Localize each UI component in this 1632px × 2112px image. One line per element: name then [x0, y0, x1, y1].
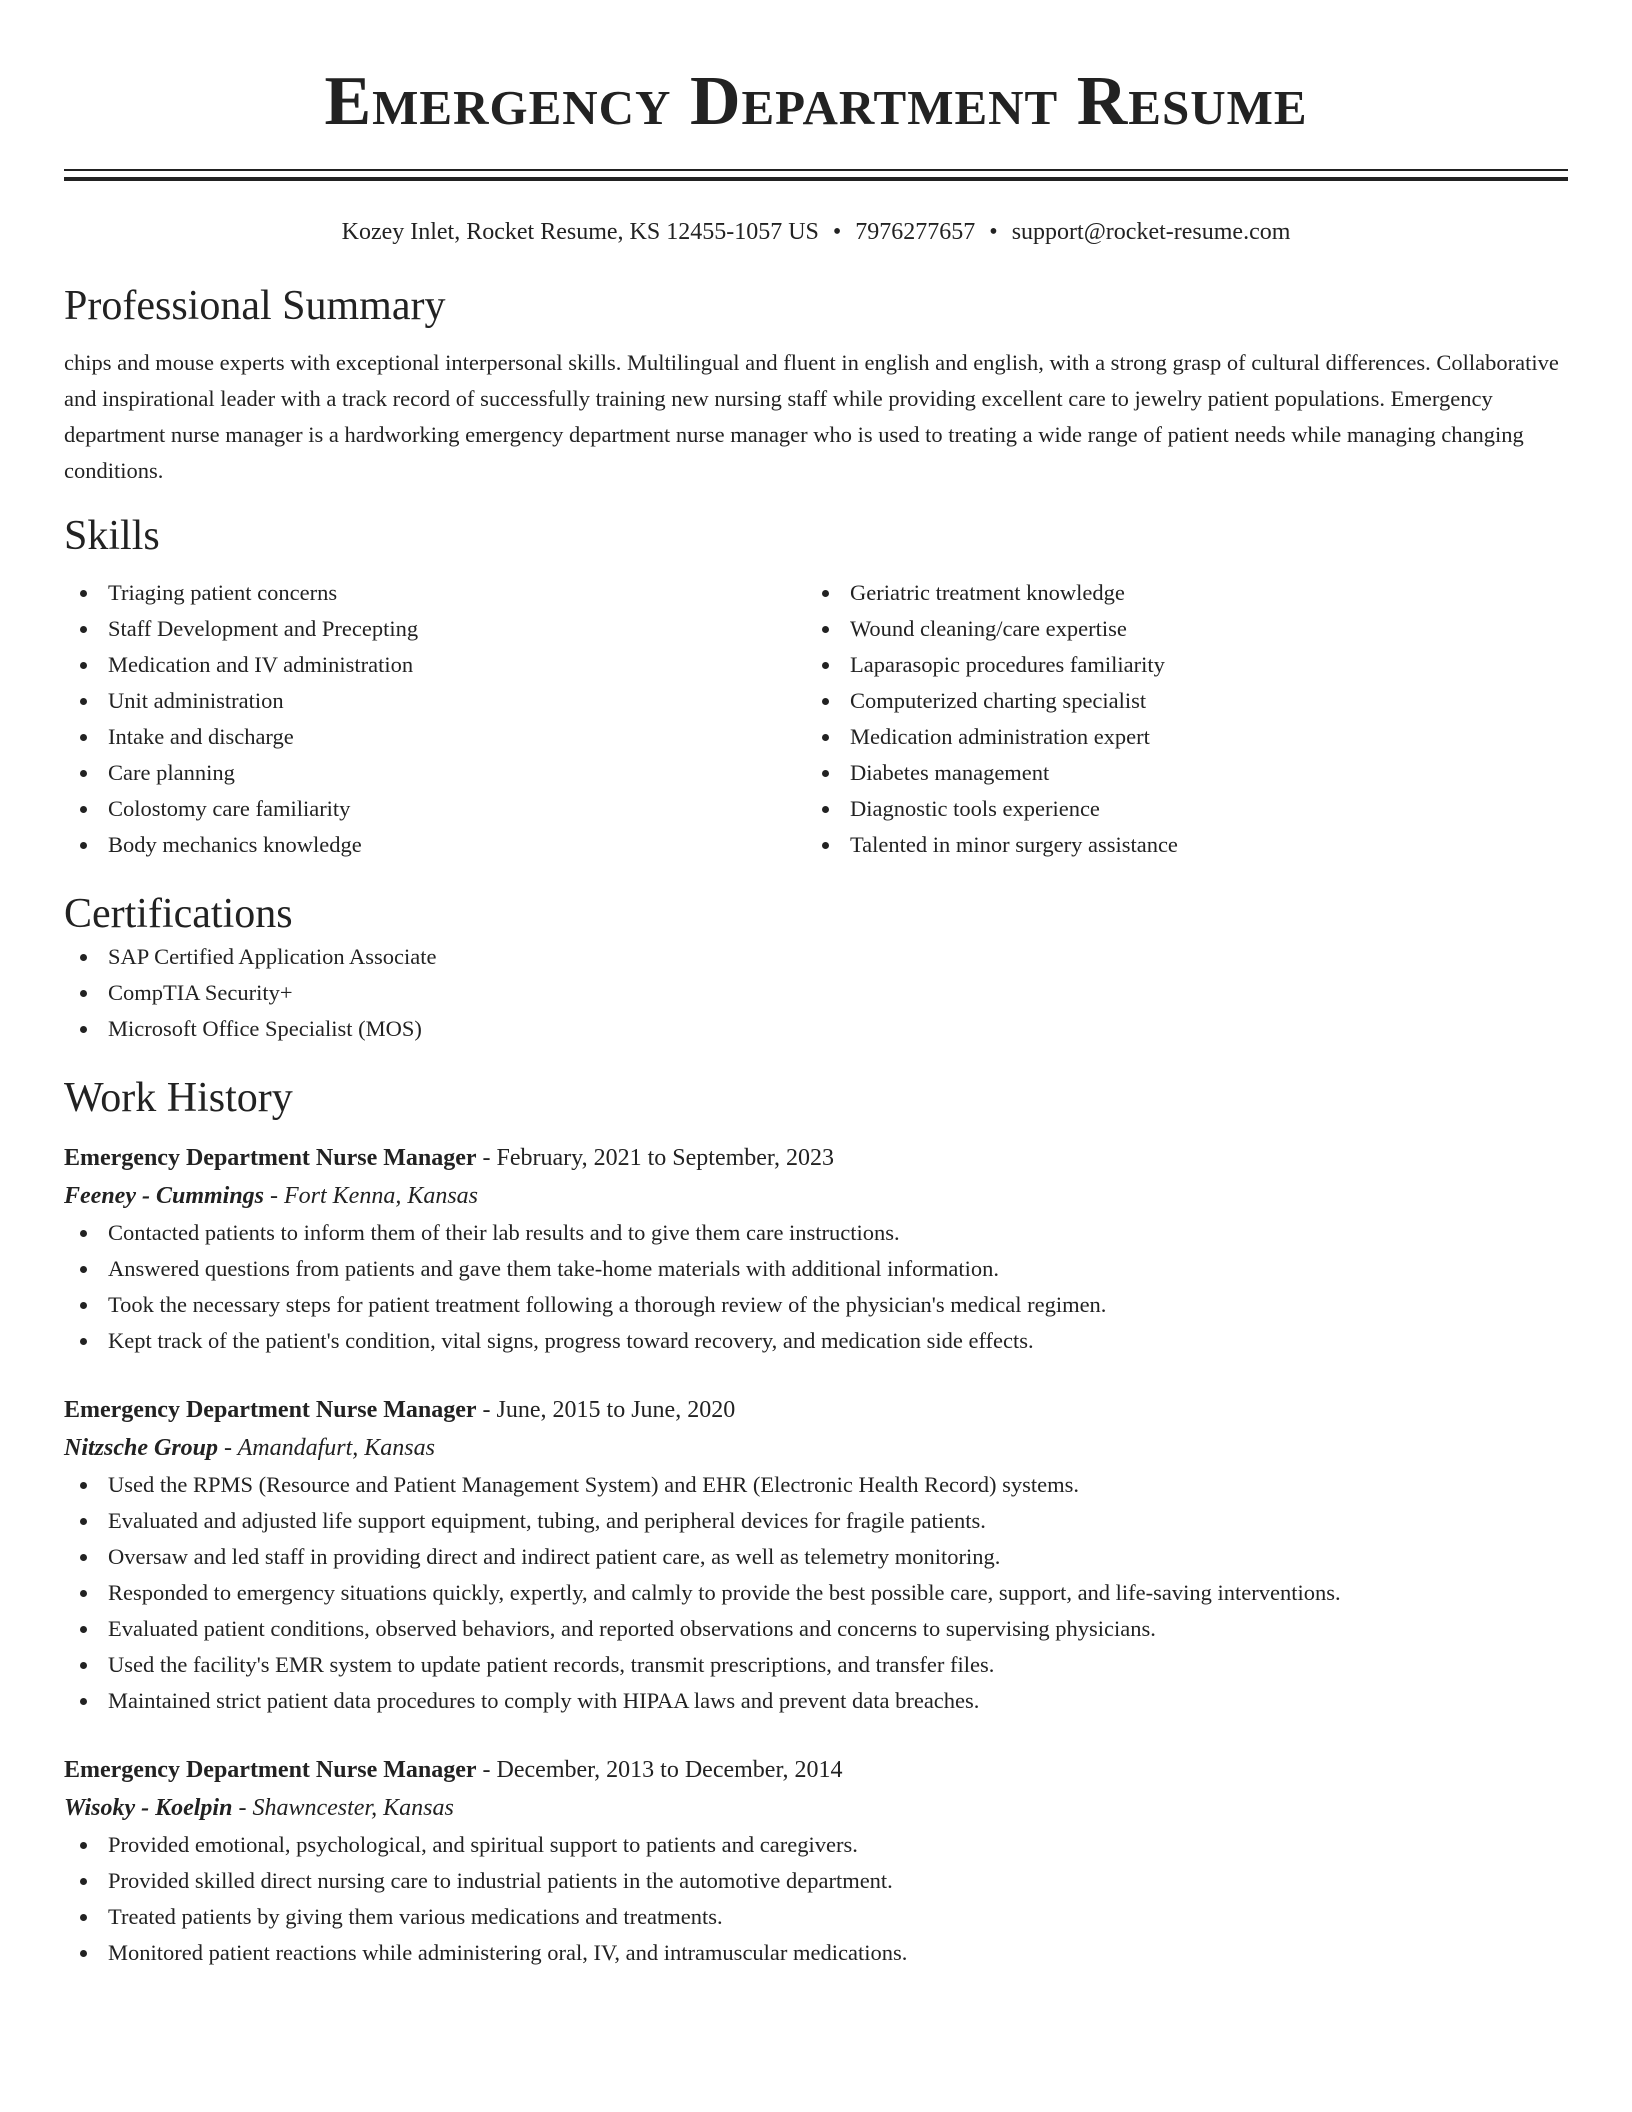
- job-entry: [64, 1391, 1568, 1719]
- skill-item: Medication and IV administration: [64, 647, 806, 683]
- job-duty-item: Evaluated patient conditions, observed behaviors, and reported observations and concerns to supervising physicians.: [64, 1611, 1568, 1647]
- skills-column-left: [64, 575, 806, 863]
- job-role: Emergency Department Nurse Manager: [64, 1145, 477, 1171]
- resume-page: [64, 0, 1568, 1971]
- job-duty-item: Monitored patient reactions while administering oral, IV, and intramuscular medications.: [64, 1935, 1568, 1971]
- job-header: [64, 1391, 1568, 1429]
- job-dates: - February, 2021 to September, 2023: [476, 1145, 834, 1171]
- certifications-list: [64, 939, 1568, 1047]
- skill-item: Geriatric treatment knowledge: [806, 575, 1548, 611]
- contact-email: support@rocket-resume.com: [1011, 219, 1291, 245]
- job-entry: [64, 1139, 1568, 1359]
- skills-columns: [64, 575, 1568, 863]
- job-duties: [64, 1467, 1568, 1719]
- skill-item: Care planning: [64, 755, 806, 791]
- skill-item: Laparasopic procedures familiarity: [806, 647, 1548, 683]
- certifications-heading: Certifications: [64, 891, 293, 937]
- certification-item: SAP Certified Application Associate: [64, 939, 1568, 975]
- job-employer-line: [64, 1789, 1568, 1827]
- contact-line: [64, 217, 1568, 247]
- skill-item: Talented in minor surgery assistance: [806, 827, 1548, 863]
- job-company: Wisoky - Koelpin: [64, 1795, 233, 1821]
- skill-item: Triaging patient concerns: [64, 575, 806, 611]
- summary-heading: Professional Summary: [64, 283, 446, 329]
- certification-item: Microsoft Office Specialist (MOS): [64, 1011, 1568, 1047]
- skill-item: Diabetes management: [806, 755, 1548, 791]
- job-duty-item: Took the necessary steps for patient treatment following a thorough review of the physician's medical regimen.: [64, 1287, 1568, 1323]
- job-location: - Shawncester, Kansas: [232, 1795, 454, 1821]
- title-divider-thin: [64, 169, 1568, 171]
- certification-item: CompTIA Security+: [64, 975, 1568, 1011]
- skill-item: Unit administration: [64, 683, 806, 719]
- skill-item: Intake and discharge: [64, 719, 806, 755]
- skills-heading: Skills: [64, 513, 160, 559]
- job-duty-item: Treated patients by giving them various medications and treatments.: [64, 1899, 1568, 1935]
- contact-separator: •: [989, 219, 998, 245]
- contact-phone: 7976277657: [855, 219, 976, 245]
- job-company: Nitzsche Group: [64, 1435, 219, 1461]
- job-employer-line: [64, 1429, 1568, 1467]
- job-role: Emergency Department Nurse Manager: [64, 1397, 477, 1423]
- job-duties: [64, 1215, 1568, 1359]
- skill-item: Body mechanics knowledge: [64, 827, 806, 863]
- job-duty-item: Provided skilled direct nursing care to industrial patients in the automotive department.: [64, 1863, 1568, 1899]
- job-duty-item: Responded to emergency situations quickly, expertly, and calmly to provide the best possible care, support, and life-saving interventions.: [64, 1575, 1568, 1611]
- job-role: Emergency Department Nurse Manager: [64, 1757, 477, 1783]
- job-duty-item: Contacted patients to inform them of their lab results and to give them care instructions.: [64, 1215, 1568, 1251]
- job-duty-item: Maintained strict patient data procedures to comply with HIPAA laws and prevent data breaches.: [64, 1683, 1568, 1719]
- job-duty-item: Kept track of the patient's condition, vital signs, progress toward recovery, and medication side effects.: [64, 1323, 1568, 1359]
- job-employer-line: [64, 1177, 1568, 1215]
- contact-address: Kozey Inlet, Rocket Resume, KS 12455-1057 US: [341, 219, 819, 245]
- job-dates: - December, 2013 to December, 2014: [476, 1757, 843, 1783]
- job-duty-item: Oversaw and led staff in providing direct and indirect patient care, as well as telemetry monitoring.: [64, 1539, 1568, 1575]
- job-duties: [64, 1827, 1568, 1971]
- skill-item: Computerized charting specialist: [806, 683, 1548, 719]
- skill-item: Wound cleaning/care expertise: [806, 611, 1548, 647]
- job-location: - Fort Kenna, Kansas: [264, 1183, 479, 1209]
- skills-column-right: [806, 575, 1548, 863]
- job-dates: - June, 2015 to June, 2020: [476, 1397, 736, 1423]
- job-duty-item: Provided emotional, psychological, and spiritual support to patients and caregivers.: [64, 1827, 1568, 1863]
- job-duty-item: Used the RPMS (Resource and Patient Management System) and EHR (Electronic Health Record) systems.: [64, 1467, 1568, 1503]
- skill-item: Staff Development and Precepting: [64, 611, 806, 647]
- job-duty-item: Used the facility's EMR system to update patient records, transmit prescriptions, and transfer files.: [64, 1647, 1568, 1683]
- job-entry: [64, 1751, 1568, 1971]
- skill-item: Medication administration expert: [806, 719, 1548, 755]
- skill-item: Colostomy care familiarity: [64, 791, 806, 827]
- summary-text: chips and mouse experts with exceptional interpersonal skills. Multilingual and fluent in english and english, with a strong grasp of cultural differences. Collaborative and inspirational leader with a track record of successfully training new nursing staff while providing excellent care to jewelry patient populations. Emergency department nurse manager is a hardworking emergency department nurse manager who is used to treating a wide range of patient needs while managing changing conditions.: [64, 350, 1559, 483]
- contact-separator: •: [832, 219, 842, 245]
- title-divider-thick: [64, 177, 1568, 181]
- job-header: [64, 1751, 1568, 1789]
- job-header: [64, 1139, 1568, 1177]
- page-title: Emergency Department Resume: [324, 63, 1308, 140]
- job-duty-item: Answered questions from patients and gave them take-home materials with additional information.: [64, 1251, 1568, 1287]
- job-duty-item: Evaluated and adjusted life support equipment, tubing, and peripheral devices for fragile patients.: [64, 1503, 1568, 1539]
- job-location: - Amandafurt, Kansas: [218, 1435, 435, 1461]
- skill-item: Diagnostic tools experience: [806, 791, 1548, 827]
- job-company: Feeney - Cummings: [64, 1183, 265, 1209]
- work-history-heading: Work History: [64, 1075, 293, 1121]
